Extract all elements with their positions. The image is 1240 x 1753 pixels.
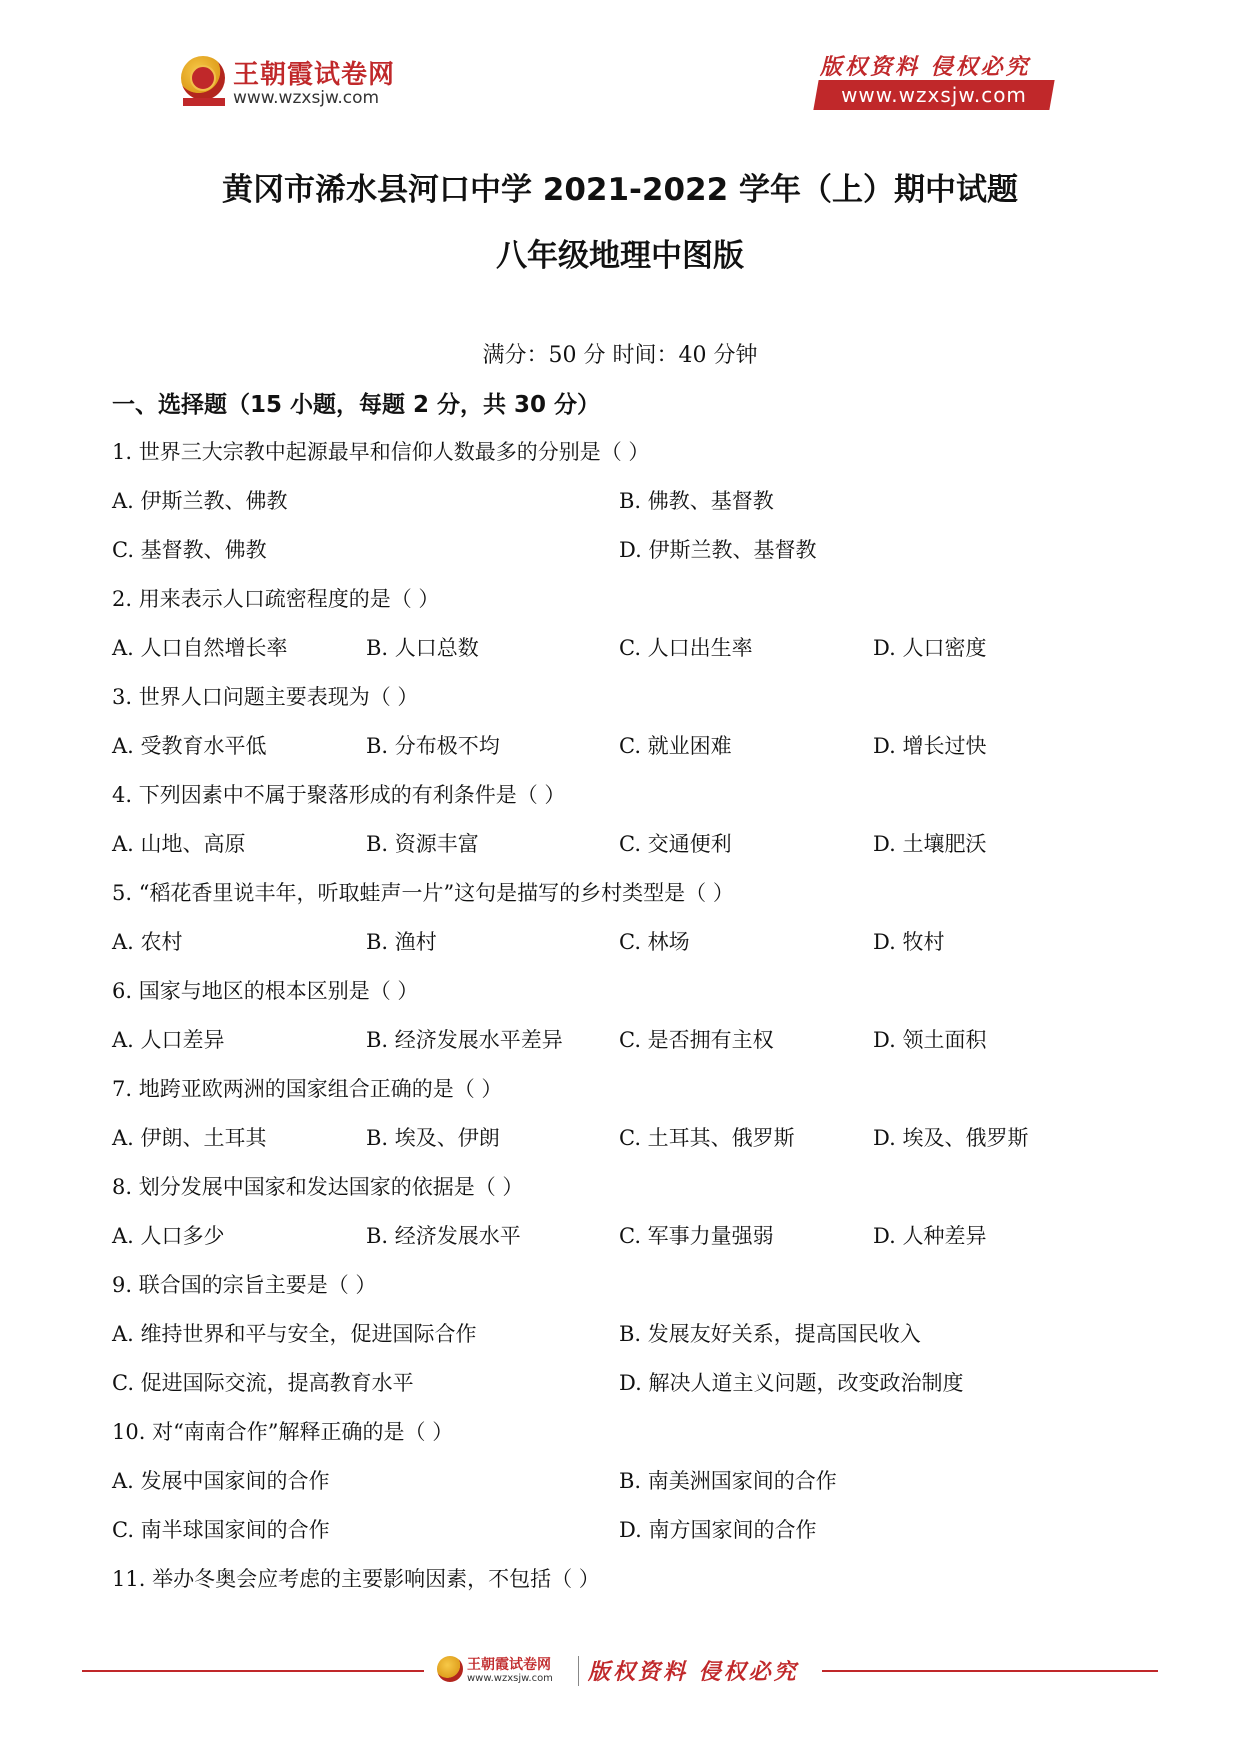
section-heading: 一、选择题（15 小题，每题 2 分，共 30 分） <box>112 392 601 418</box>
site-url[interactable]: www.wzxsjw.com <box>841 83 1027 107</box>
option-d: D. 人种差异 <box>873 1224 987 1248</box>
ribbon-icon <box>183 98 225 106</box>
option-b: B. 分布极不均 <box>366 734 500 758</box>
logo-name: 王朝霞试卷网 <box>233 60 396 90</box>
footer-divider-right <box>822 1670 1158 1672</box>
question-stem: 2. 用来表示人口疏密程度的是（ ） <box>112 587 440 611</box>
option-a: A. 伊斯兰教、佛教 <box>112 489 288 513</box>
question-stem: 5. “稻花香里说丰年，听取蛙声一片”这句是描写的乡村类型是（ ） <box>112 881 734 905</box>
option-a: A. 受教育水平低 <box>112 734 267 758</box>
page-subtitle: 八年级地理中图版 <box>496 238 744 274</box>
option-c: C. 交通便利 <box>619 832 732 856</box>
option-a: A. 山地、高原 <box>112 832 246 856</box>
option-a: A. 人口差异 <box>112 1028 225 1052</box>
option-a: A. 维持世界和平与安全，促进国际合作 <box>112 1322 477 1346</box>
option-d: D. 南方国家间的合作 <box>619 1518 817 1542</box>
footer-logo-name: 王朝霞试卷网 <box>467 1657 551 1673</box>
option-d: D. 增长过快 <box>873 734 987 758</box>
option-c: C. 林场 <box>619 930 690 954</box>
option-b: B. 经济发展水平差异 <box>366 1028 563 1052</box>
site-url-banner[interactable] <box>813 80 1054 110</box>
option-d: D. 伊斯兰教、基督教 <box>619 538 817 562</box>
question-stem: 9. 联合国的宗旨主要是（ ） <box>112 1273 377 1297</box>
option-a: A. 农村 <box>112 930 183 954</box>
option-b: B. 发展友好关系，提高国民收入 <box>619 1322 921 1346</box>
footer-divider-left <box>82 1670 424 1672</box>
medal-icon <box>181 56 225 100</box>
footer-separator <box>578 1656 579 1686</box>
option-a: A. 人口多少 <box>112 1224 225 1248</box>
option-b: B. 埃及、伊朗 <box>366 1126 500 1150</box>
option-b: B. 渔村 <box>366 930 437 954</box>
option-a: A. 人口自然增长率 <box>112 636 288 660</box>
option-a: A. 发展中国家间的合作 <box>112 1469 330 1493</box>
footer-logo[interactable] <box>437 1654 577 1690</box>
question-stem: 10. 对“南南合作”解释正确的是（ ） <box>112 1420 454 1444</box>
question-stem: 7. 地跨亚欧两洲的国家组合正确的是（ ） <box>112 1077 503 1101</box>
option-b: B. 资源丰富 <box>366 832 479 856</box>
option-c: C. 军事力量强弱 <box>619 1224 774 1248</box>
option-c: C. 土耳其、俄罗斯 <box>619 1126 795 1150</box>
option-a: A. 伊朗、土耳其 <box>112 1126 267 1150</box>
option-c: C. 人口出生率 <box>619 636 753 660</box>
option-c: C. 是否拥有主权 <box>619 1028 774 1052</box>
question-stem: 11. 举办冬奥会应考虑的主要影响因素，不包括（ ） <box>112 1567 600 1591</box>
option-d: D. 牧村 <box>873 930 945 954</box>
page-title: 黄冈市浠水县河口中学 2021-2022 学年（上）期中试题 <box>221 172 1018 208</box>
option-c: C. 就业困难 <box>619 734 732 758</box>
option-b: B. 佛教、基督教 <box>619 489 774 513</box>
question-stem: 4. 下列因素中不属于聚落形成的有利条件是（ ） <box>112 783 566 807</box>
option-c: C. 促进国际交流，提高教育水平 <box>112 1371 414 1395</box>
logo-url[interactable]: www.wzxsjw.com <box>233 88 380 108</box>
option-b: B. 人口总数 <box>366 636 479 660</box>
copyright-notice: 版权资料 侵权必究 <box>820 54 1031 80</box>
footer-logo-url[interactable]: www.wzxsjw.com <box>467 1673 553 1684</box>
exam-meta: 满分：50 分 时间：40 分钟 <box>482 343 758 368</box>
site-logo[interactable] <box>181 52 411 112</box>
question-stem: 6. 国家与地区的根本区别是（ ） <box>112 979 419 1003</box>
question-stem: 3. 世界人口问题主要表现为（ ） <box>112 685 419 709</box>
option-d: D. 解决人道主义问题，改变政治制度 <box>619 1371 964 1395</box>
option-d: D. 领土面积 <box>873 1028 987 1052</box>
option-d: D. 土壤肥沃 <box>873 832 987 856</box>
footer-copyright: 版权资料 侵权必究 <box>588 1659 799 1685</box>
medal-icon <box>437 1656 463 1682</box>
option-d: D. 人口密度 <box>873 636 987 660</box>
option-b: B. 经济发展水平 <box>366 1224 521 1248</box>
option-b: B. 南美洲国家间的合作 <box>619 1469 837 1493</box>
option-c: C. 基督教、佛教 <box>112 538 267 562</box>
question-stem: 1. 世界三大宗教中起源最早和信仰人数最多的分别是（ ） <box>112 440 650 464</box>
option-d: D. 埃及、俄罗斯 <box>873 1126 1029 1150</box>
question-stem: 8. 划分发展中国家和发达国家的依据是（ ） <box>112 1175 524 1199</box>
option-c: C. 南半球国家间的合作 <box>112 1518 330 1542</box>
